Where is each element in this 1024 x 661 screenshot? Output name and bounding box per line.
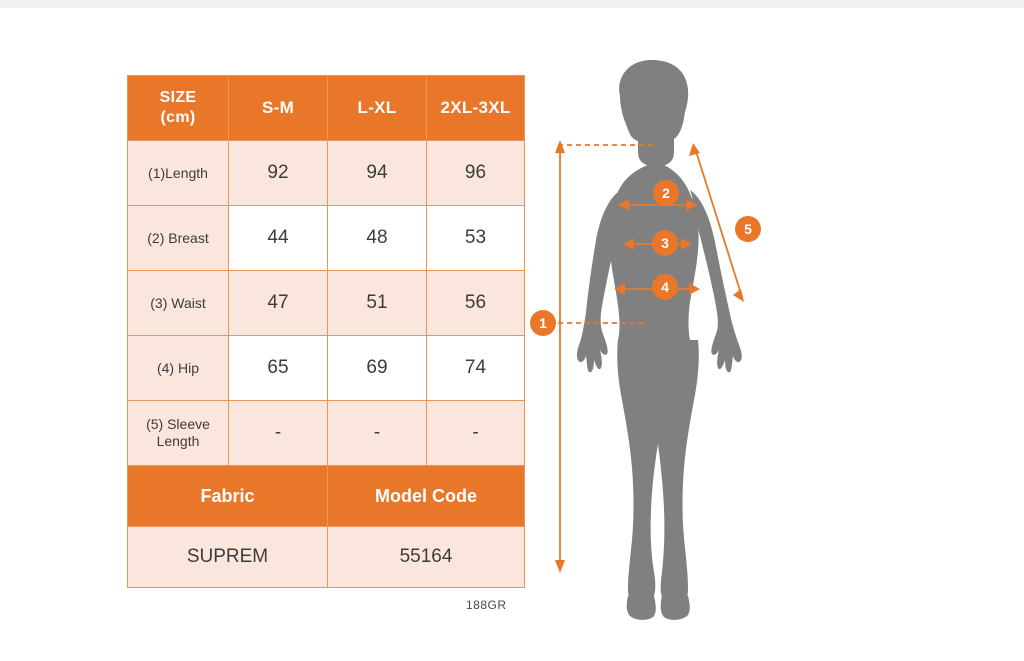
footer-header-model-code: Model Code xyxy=(328,466,525,527)
cell-length-lxl: 94 xyxy=(328,141,427,206)
row-label-length: (1)Length xyxy=(128,141,229,206)
cell-hip-lxl: 69 xyxy=(328,336,427,401)
table-row xyxy=(128,401,525,466)
header-cell-sm: S-M xyxy=(229,76,328,141)
header-cell-size xyxy=(128,76,229,141)
measurement-badge-1: 1 xyxy=(530,310,556,336)
mannequin-illustration xyxy=(530,40,830,630)
row-label-hip: (4) Hip xyxy=(128,336,229,401)
measurement-badge-4: 4 xyxy=(652,274,678,300)
measurement-badge-5: 5 xyxy=(735,216,761,242)
row-label-waist: (3) Waist xyxy=(128,271,229,336)
table-header-row xyxy=(128,76,525,141)
table-row xyxy=(128,336,525,401)
row-label-sleeve-line1: (5) Sleeve xyxy=(146,416,210,432)
table-row xyxy=(128,206,525,271)
table-row xyxy=(128,271,525,336)
row-label-breast: (2) Breast xyxy=(128,206,229,271)
row-label-sleeve-length xyxy=(128,401,229,466)
size-table-container xyxy=(127,75,512,588)
cell-sleeve-2xl3xl: - xyxy=(427,401,525,466)
cell-sleeve-sm: - xyxy=(229,401,328,466)
table-footer-header-row xyxy=(128,466,525,527)
cell-waist-sm: 47 xyxy=(229,271,328,336)
header-cell-2xl3xl: 2XL-3XL xyxy=(427,76,525,141)
measurement-badge-3: 3 xyxy=(652,230,678,256)
cell-waist-2xl3xl: 56 xyxy=(427,271,525,336)
header-cell-lxl: L-XL xyxy=(328,76,427,141)
cell-hip-sm: 65 xyxy=(229,336,328,401)
table-row xyxy=(128,141,525,206)
measurement-badge-2: 2 xyxy=(653,180,679,206)
cell-hip-2xl3xl: 74 xyxy=(427,336,525,401)
fabric-weight-note: 188GR xyxy=(466,598,507,612)
cell-breast-lxl: 48 xyxy=(328,206,427,271)
measurement-figure xyxy=(530,40,830,630)
footer-value-model-code: 55164 xyxy=(328,527,525,588)
top-strip xyxy=(0,0,1024,8)
table-footer-value-row xyxy=(128,527,525,588)
cell-waist-lxl: 51 xyxy=(328,271,427,336)
header-size-line2: (cm) xyxy=(160,109,196,126)
cell-length-2xl3xl: 96 xyxy=(427,141,525,206)
female-silhouette xyxy=(577,60,742,620)
size-table xyxy=(127,75,525,588)
row-label-sleeve-line2: Length xyxy=(156,433,200,449)
cell-length-sm: 92 xyxy=(229,141,328,206)
cell-breast-2xl3xl: 53 xyxy=(427,206,525,271)
header-size-line1: SIZE xyxy=(159,89,197,106)
footer-header-fabric: Fabric xyxy=(128,466,328,527)
cell-breast-sm: 44 xyxy=(229,206,328,271)
footer-value-fabric: SUPREM xyxy=(128,527,328,588)
cell-sleeve-lxl: - xyxy=(328,401,427,466)
